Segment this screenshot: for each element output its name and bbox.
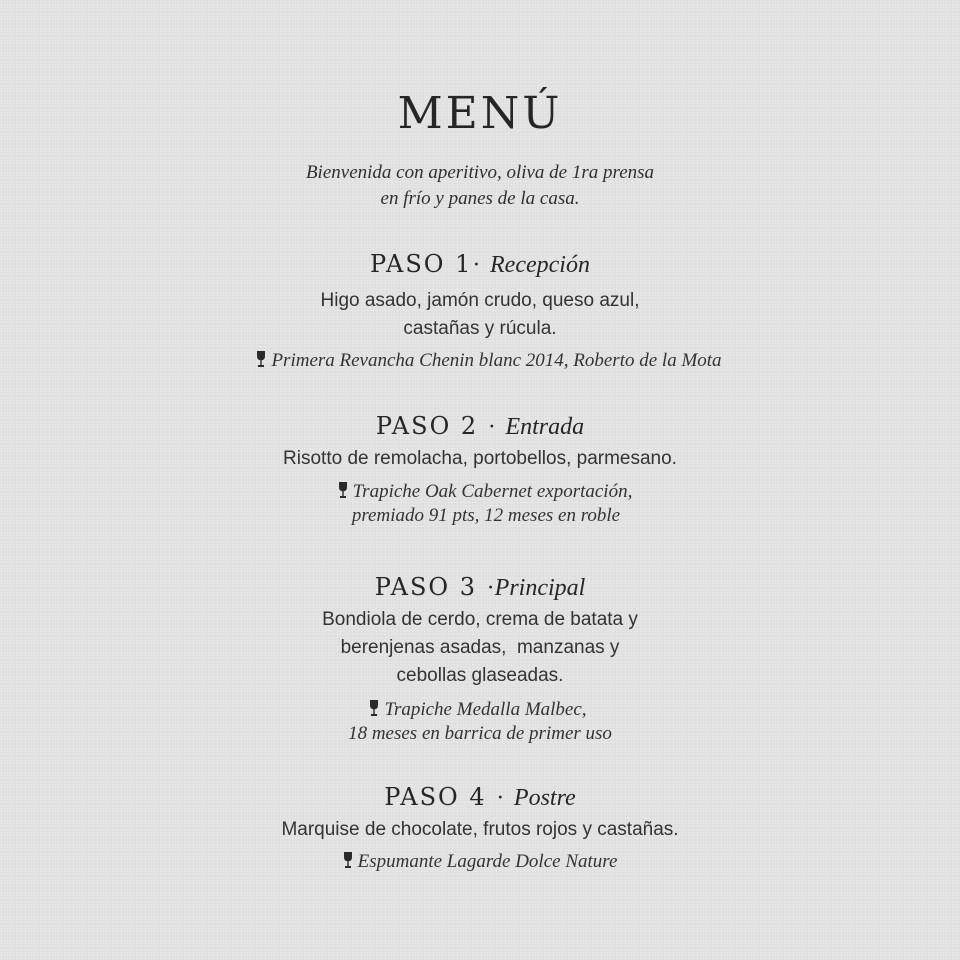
course-dish <box>0 445 960 473</box>
dish-line: Bondiola de cerdo, crema de batata y <box>322 609 638 630</box>
course-3 <box>0 571 960 746</box>
dish-line: Risotto de remolacha, portobellos, parmesano. <box>283 448 677 469</box>
course-name: Recepción <box>490 252 590 278</box>
wine-glass-icon <box>338 482 348 498</box>
course-separator: · <box>486 575 495 601</box>
course-number: 4 <box>469 783 487 811</box>
course-separator: · <box>487 414 496 440</box>
course-label: PASO <box>370 250 446 278</box>
wine-pairing <box>0 698 960 746</box>
dish-line: berenjenas asadas, manzanas y <box>340 637 620 658</box>
course-heading <box>0 248 960 281</box>
wine-text: Trapiche Oak Cabernet exportación, <box>352 481 633 502</box>
course-label: PASO <box>374 573 451 601</box>
course-number: 3 <box>459 573 478 601</box>
course-number: 1 <box>455 250 473 278</box>
course-label: PASO <box>384 783 460 811</box>
wine-text: Primera Revancha Chenin blanc 2014, Roberto de la Mota <box>271 350 722 371</box>
course-name: Postre <box>513 785 576 811</box>
wine-line <box>0 850 960 874</box>
course-heading <box>0 571 960 604</box>
wine-line <box>18 349 960 373</box>
dish-line: cebollas glaseadas. <box>396 665 564 686</box>
menu-title: MENÚ <box>397 88 563 139</box>
course-label: PASO <box>375 412 452 440</box>
course-heading <box>0 410 960 443</box>
welcome-line: Bienvenida con aperitivo, oliva de 1ra prensa <box>305 162 655 183</box>
course-dish <box>0 816 960 844</box>
wine-line <box>0 698 960 722</box>
course-name: Principal <box>494 575 586 601</box>
welcome-text <box>0 160 960 212</box>
course-separator: · <box>472 252 481 278</box>
wine-pairing <box>0 850 960 874</box>
course-number: 2 <box>460 412 479 440</box>
wine-glass-icon <box>256 351 266 367</box>
course-1 <box>0 248 960 373</box>
course-dish <box>0 606 960 690</box>
wine-line: premiado 91 pts, 12 meses en roble <box>351 505 621 526</box>
course-name: Entrada <box>505 414 585 440</box>
dish-line: Higo asado, jamón crudo, queso azul, <box>320 290 640 311</box>
dish-line: Marquise de chocolate, frutos rojos y castañas. <box>281 819 679 840</box>
course-heading <box>0 781 960 814</box>
course-separator: · <box>496 785 505 811</box>
wine-pairing <box>18 349 960 373</box>
dish-line: castañas y rúcula. <box>403 318 557 339</box>
course-4 <box>0 781 960 874</box>
wine-text: Espumante Lagarde Dolce Nature <box>357 851 618 872</box>
wine-glass-icon <box>343 852 353 868</box>
wine-pairing <box>0 480 960 528</box>
welcome-line: en frío y panes de la casa. <box>380 188 580 209</box>
wine-glass-icon <box>369 700 379 716</box>
wine-line <box>10 480 960 504</box>
wine-text: Trapiche Medalla Malbec, <box>384 699 587 720</box>
wine-line: 18 meses en barrica de primer uso <box>348 723 612 744</box>
course-dish <box>0 287 960 343</box>
course-2 <box>0 410 960 528</box>
